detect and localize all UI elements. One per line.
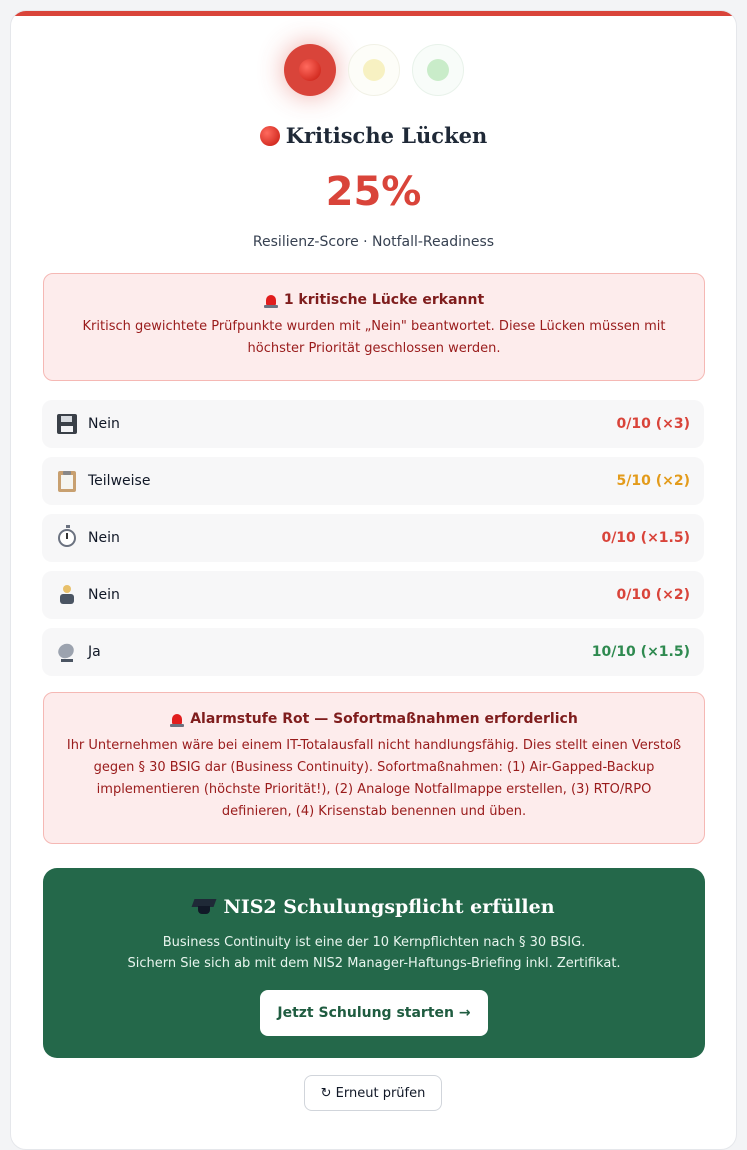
stopwatch-icon — [56, 527, 78, 549]
question-result-list — [42, 400, 704, 685]
answer-score: 0/10 (×1.5) — [601, 530, 690, 546]
training-cta-title — [43, 896, 705, 918]
retry-button[interactable]: ↻ Erneut prüfen — [304, 1075, 442, 1111]
green-dot-icon — [427, 59, 449, 81]
answer-label: Nein — [88, 587, 120, 603]
answer-score: 5/10 (×2) — [616, 473, 690, 489]
traffic-light-red — [284, 44, 336, 96]
yellow-dot-icon — [363, 59, 385, 81]
answer-score: 10/10 (×1.5) — [591, 644, 690, 660]
siren-icon — [170, 712, 184, 727]
critical-gap-alert-title — [72, 292, 676, 308]
alarm-red-alert-title-text: Alarmstufe Rot — Sofortmaßnahmen erforderlich — [190, 711, 578, 727]
traffic-light-yellow — [348, 44, 400, 96]
critical-gap-alert — [43, 273, 705, 381]
start-training-button[interactable]: Jetzt Schulung starten → — [260, 990, 488, 1036]
resilience-score: 25% — [325, 169, 422, 215]
score-subtitle: Resilienz-Score · Notfall-Readiness — [252, 234, 495, 250]
answer-label: Teilweise — [88, 473, 151, 489]
alarm-red-alert — [43, 692, 705, 844]
training-cta-line-2: Sichern Sie sich ab mit dem NIS2 Manager-Haftungs-Briefing inkl. Zertifikat. — [127, 956, 621, 971]
training-cta-panel — [43, 868, 705, 1058]
result-title — [11, 123, 736, 148]
list-item — [42, 571, 704, 619]
person-icon — [56, 584, 78, 606]
result-title-text: Kritische Lücken — [285, 123, 488, 148]
answer-label: Nein — [88, 416, 120, 432]
answer-label: Nein — [88, 530, 120, 546]
siren-icon — [264, 293, 278, 308]
floppy-disk-icon — [56, 413, 78, 435]
satellite-dish-icon — [56, 641, 78, 663]
status-topbar — [11, 11, 736, 16]
traffic-light-green — [412, 44, 464, 96]
training-cta-text — [43, 932, 705, 974]
training-cta-line-1: Business Continuity ist eine der 10 Kernpflichten nach § 30 BSIG. — [162, 935, 586, 950]
red-dot-icon — [299, 59, 321, 81]
answer-score: 0/10 (×3) — [616, 416, 690, 432]
clipboard-icon — [56, 470, 78, 492]
answer-label: Ja — [88, 644, 101, 660]
alarm-red-alert-text: Ihr Unternehmen wäre bei einem IT-Totalausfall nicht handlungsfähig. Dies stellt einen Verstoß gegen § 30 BSIG dar (Business Continuity). Sofortmaßnahmen: (1) Air-Gapped-Backup implementieren (höchste Priorität!), (2) Analoge Notfallmappe erstellen, (3) RTO/RPO definieren, (4) Krisenstab benennen und üben. — [66, 738, 682, 819]
critical-gap-alert-title-text: 1 kritische Lücke erkannt — [283, 292, 485, 308]
graduation-cap-icon — [193, 899, 215, 915]
list-item — [42, 457, 704, 505]
red-circle-icon — [260, 126, 280, 146]
training-cta-title-text: NIS2 Schulungspflicht erfüllen — [223, 896, 555, 918]
traffic-light — [11, 44, 736, 96]
critical-gap-alert-text: Kritisch gewichtete Prüfpunkte wurden mit „Nein" beantwortet. Diese Lücken müssen mit höchster Priorität geschlossen werden. — [82, 319, 666, 356]
alarm-red-alert-title — [62, 711, 686, 727]
list-item — [42, 514, 704, 562]
answer-score: 0/10 (×2) — [616, 587, 690, 603]
list-item — [42, 400, 704, 448]
list-item — [42, 628, 704, 676]
